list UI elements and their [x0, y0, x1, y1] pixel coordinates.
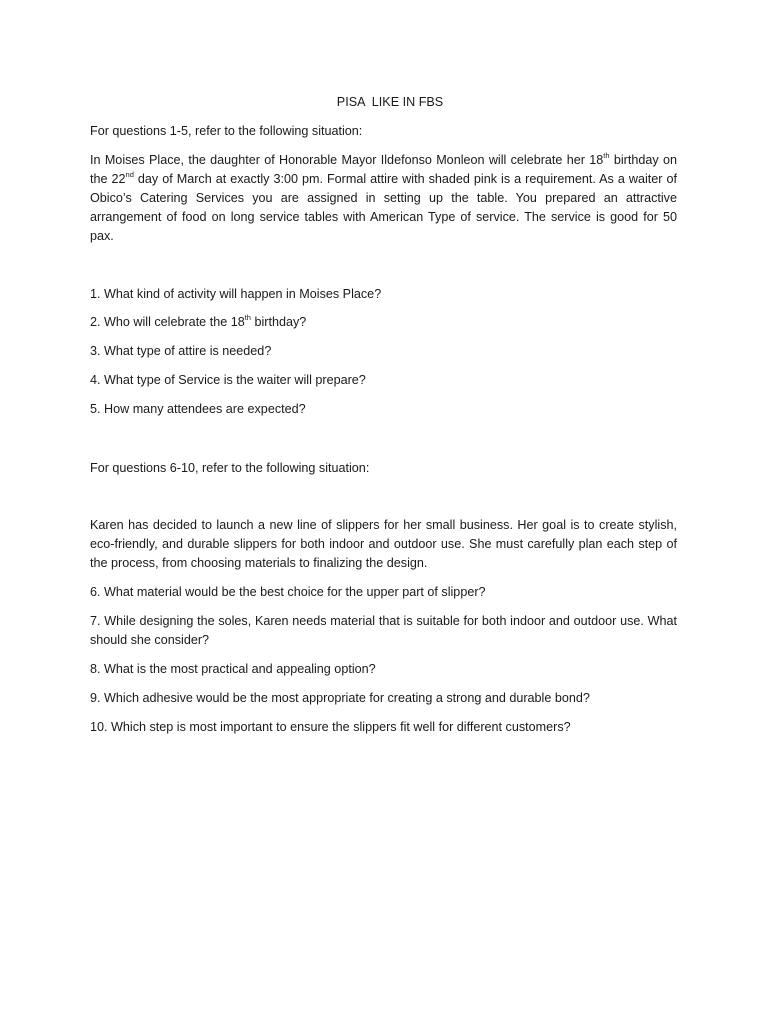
situation-1-text-part-2: birthday on the 22 [90, 153, 677, 186]
situation-2-paragraph: Karen has decided to launch a new line of slippers for her small business. Her goal is to create stylish, eco-friendly, and durable slippers for both indoor and outdoor use. She must carefully plan each step of the process, from choosing materials to finalizing the design. [90, 518, 677, 570]
question-9: 9. Which adhesive would be the most appropriate for creating a strong and durable bond? [90, 691, 590, 705]
question-10: 10. Which step is most important to ensure the slippers fit well for different customers? [90, 720, 571, 734]
situation-1-intro: For questions 1-5, refer to the following situation: [90, 124, 363, 138]
situation-1-text-part-1: In Moises Place, the daughter of Honorable Mayor Ildefonso Monleon will celebrate her 18 [90, 153, 604, 167]
question-6: 6. What material would be the best choice for the upper part of slipper? [90, 585, 486, 599]
question-7: 7. While designing the soles, Karen needs material that is suitable for both indoor and outdoor use. What should she consider? [90, 614, 677, 647]
question-8: 8. What is the most practical and appealing option? [90, 662, 376, 676]
question-3: 3. What type of attire is needed? [90, 344, 272, 358]
superscript-th: th [603, 151, 610, 160]
question-2-text-part-2: birthday? [250, 315, 307, 329]
superscript-th: th [244, 313, 251, 322]
situation-1-paragraph [90, 151, 677, 246]
document-title: PISA LIKE IN FBS [336, 95, 444, 109]
question-5: 5. How many attendees are expected? [90, 402, 306, 416]
question-2 [90, 313, 677, 332]
question-4: 4. What type of Service is the waiter will prepare? [90, 373, 366, 387]
superscript-nd: nd [125, 170, 134, 179]
situation-1-text-part-3: day of March at exactly 3:00 pm. Formal attire with shaded pink is a requirement. As a waiter of Obico’s Catering Services you are assigned in setting up the table. You prepared an attractive arrangement of food on long service tables with American Type of service. The service is good for 50 pax. [90, 172, 677, 243]
question-1: 1. What kind of activity will happen in Moises Place? [90, 287, 382, 301]
question-2-text-part-1: 2. Who will celebrate the 18 [90, 315, 245, 329]
situation-2-intro: For questions 6-10, refer to the following situation: [90, 461, 370, 475]
